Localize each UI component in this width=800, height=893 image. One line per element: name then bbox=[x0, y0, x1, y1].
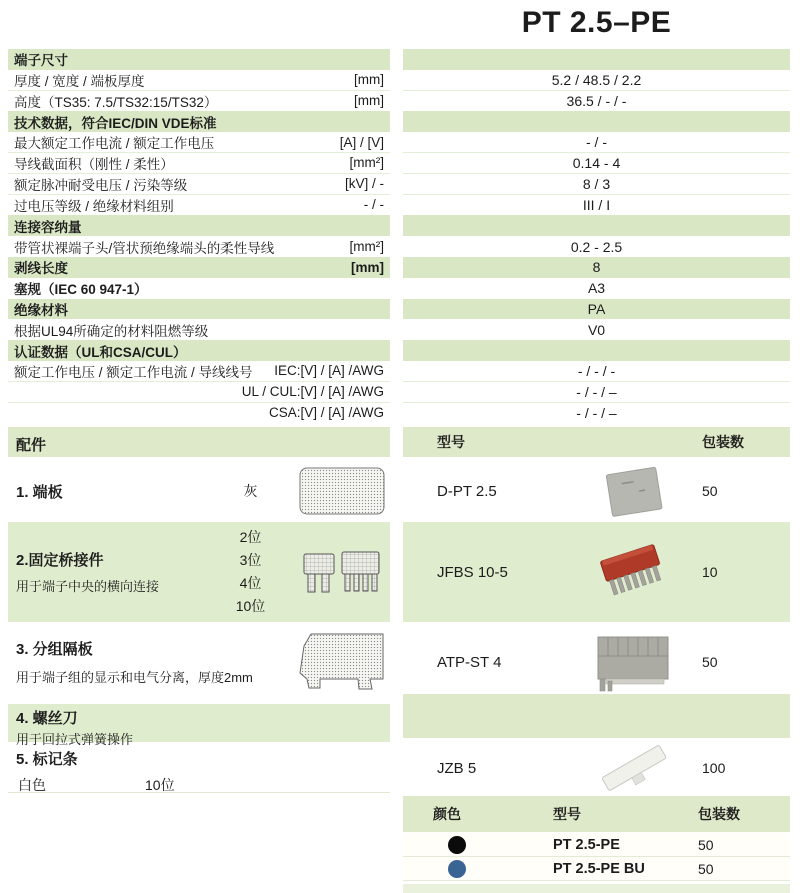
spec-value: 36.5 / - / - bbox=[566, 92, 627, 109]
accessories-section-header bbox=[8, 427, 390, 457]
accessory-order-screwdriver-blank bbox=[403, 694, 790, 738]
option-item: 2位 bbox=[239, 529, 262, 545]
spec-section-row bbox=[8, 49, 790, 70]
spec-label: 高度（TS35: 7.5/TS32:15/TS32） bbox=[14, 94, 218, 110]
spec-value bbox=[403, 215, 790, 236]
spec-unit: [mm²] bbox=[349, 155, 384, 171]
spec-row bbox=[8, 403, 790, 424]
spec-label: 根据UL94所确定的材料阻燃等级 bbox=[14, 323, 209, 339]
spec-unit: [mm] bbox=[354, 72, 384, 88]
spec-label: 剥线长度 bbox=[14, 261, 68, 277]
spec-value: - / - bbox=[403, 132, 790, 153]
accessory-desc: 用于端子中央的横向连接 bbox=[16, 579, 160, 594]
fixed-bridge-drawing-icon bbox=[293, 546, 390, 598]
accessory-name: 5. 标记条 bbox=[16, 751, 78, 768]
accessory-color: 白色 bbox=[18, 777, 46, 793]
spec-value: 0.2 - 2.5 bbox=[570, 238, 623, 255]
spec-label: 带管状裸端子头/管状预绝缘端头的柔性导线 bbox=[14, 240, 275, 256]
spec-row bbox=[8, 361, 790, 382]
spec-value bbox=[403, 340, 790, 361]
accessory-option: 10位 bbox=[145, 777, 175, 793]
spec-label: 绝缘材料 bbox=[14, 302, 68, 318]
spec-label: 导线截面积（刚性 / 柔性） bbox=[14, 156, 174, 172]
spec-unit: UL / CUL:[V] / [A] /AWG bbox=[241, 384, 384, 400]
col-model-label: 型号 bbox=[437, 434, 465, 450]
accessory-model: JZB 5 bbox=[437, 759, 477, 777]
accessory-model: ATP-ST 4 bbox=[437, 653, 502, 671]
spec-label: 塞规（IEC 60 947-1） bbox=[14, 282, 148, 298]
spec-unit: [A] / [V] bbox=[339, 134, 384, 150]
spec-row bbox=[8, 174, 790, 195]
accessory-model: JFBS 10-5 bbox=[437, 563, 508, 581]
accessory-order-marker bbox=[403, 742, 790, 794]
order-row-blue bbox=[403, 857, 790, 881]
col-pack-label: 包装数 bbox=[698, 806, 740, 822]
spec-value: 8 bbox=[403, 257, 790, 278]
accessory-pack-qty: 10 bbox=[702, 564, 718, 580]
spec-row bbox=[8, 70, 790, 91]
spec-label: 连接容纳量 bbox=[14, 219, 82, 235]
fixed-bridge-photo-icon bbox=[563, 535, 702, 609]
accessory-order-end-plate bbox=[403, 460, 790, 522]
accessory-item-marker bbox=[8, 745, 390, 793]
spec-section-row bbox=[8, 299, 790, 320]
accessory-item-fixed-bridge bbox=[8, 522, 390, 622]
order-model: PT 2.5-PE BU bbox=[553, 860, 645, 877]
accessory-desc: 用于回拉式弹簧操作 bbox=[16, 732, 134, 747]
col-model-label: 型号 bbox=[553, 806, 581, 822]
spec-section-row bbox=[8, 340, 790, 361]
col-color-label: 颜色 bbox=[433, 806, 461, 822]
spec-unit: CSA:[V] / [A] /AWG bbox=[268, 405, 384, 421]
end-plate-drawing-icon bbox=[293, 466, 390, 516]
spec-section-row bbox=[8, 111, 790, 132]
option-item: 4位 bbox=[239, 575, 262, 591]
spec-label: 技术数据，符合IEC/DIN VDE标准 bbox=[14, 115, 217, 131]
spec-value: A3 bbox=[587, 280, 606, 297]
spec-unit: - / - bbox=[363, 197, 384, 213]
spec-unit: IEC:[V] / [A] /AWG bbox=[274, 363, 384, 379]
spec-value: - / - / – bbox=[576, 404, 617, 421]
order-model: PT 2.5-PE bbox=[553, 836, 620, 853]
spec-label: 额定工作电压 / 额定工作电流 / 导线线号 bbox=[14, 364, 253, 380]
order-row-black bbox=[403, 833, 790, 857]
spec-label: 过电压等级 / 绝缘材料组别 bbox=[14, 198, 174, 214]
accessories-title: 配件 bbox=[16, 437, 47, 454]
spec-section-row bbox=[8, 257, 790, 278]
accessory-pack-qty: 100 bbox=[702, 760, 726, 776]
spec-unit: [mm] bbox=[351, 259, 384, 275]
accessory-item-partition bbox=[8, 622, 390, 702]
accessory-options bbox=[208, 526, 293, 618]
accessory-pack-qty: 50 bbox=[702, 654, 718, 670]
spec-value: - / - / – bbox=[403, 382, 790, 403]
accessory-item-end-plate bbox=[8, 460, 390, 522]
spec-value: 5.2 / 48.5 / 2.2 bbox=[403, 70, 790, 91]
accessory-order-fixed-bridge bbox=[403, 522, 790, 622]
accessory-name: 4. 螺丝刀 bbox=[16, 710, 78, 727]
accessory-model: D-PT 2.5 bbox=[437, 482, 497, 500]
option-item: 3位 bbox=[239, 552, 262, 568]
spec-row bbox=[8, 278, 790, 299]
spec-row bbox=[8, 153, 790, 174]
color-swatch-black bbox=[448, 836, 466, 854]
page-title: PT 2.5–PE bbox=[521, 6, 672, 39]
accessories-columns-header bbox=[403, 427, 790, 457]
spec-row bbox=[8, 132, 790, 153]
spec-label: 最大额定工作电流 / 额定工作电压 bbox=[14, 136, 215, 152]
spec-unit: [kV] / - bbox=[344, 176, 384, 192]
end-plate-photo-icon bbox=[563, 462, 702, 520]
accessory-pack-qty: 50 bbox=[702, 483, 718, 499]
spec-value bbox=[403, 49, 790, 70]
accessory-name: 3. 分组隔板 bbox=[16, 641, 93, 658]
spec-value: PA bbox=[403, 299, 790, 320]
color-swatch-blue bbox=[448, 860, 466, 878]
accessory-item-screwdriver bbox=[8, 704, 390, 747]
order-table-header bbox=[403, 796, 790, 832]
spec-value bbox=[403, 111, 790, 132]
spec-value: III / I bbox=[582, 196, 611, 213]
spec-row bbox=[8, 236, 790, 257]
spec-value: 8 / 3 bbox=[403, 174, 790, 195]
spec-value: 0.14 - 4 bbox=[403, 153, 790, 174]
spec-row bbox=[8, 382, 790, 403]
partition-photo-icon bbox=[563, 629, 702, 695]
accessory-desc: 用于端子组的显示和电气分离，厚度2mm bbox=[16, 670, 253, 685]
accessory-name: 1. 端板 bbox=[16, 483, 63, 501]
spec-section-row bbox=[8, 215, 790, 236]
spec-table bbox=[8, 49, 790, 423]
spec-label: 额定脉冲耐受电压 / 污染等级 bbox=[14, 177, 188, 193]
accessory-name: 2.固定桥接件 bbox=[16, 552, 104, 569]
spec-row bbox=[8, 319, 790, 340]
spec-unit: [mm] bbox=[354, 93, 384, 109]
spec-unit: [mm²] bbox=[349, 239, 384, 255]
marker-strip-photo-icon bbox=[563, 742, 702, 794]
option-item: 10位 bbox=[235, 598, 266, 614]
spec-value: V0 bbox=[587, 321, 606, 338]
order-pack-qty: 50 bbox=[698, 836, 714, 853]
spec-label: 认证数据（UL和CSA/CUL） bbox=[14, 344, 187, 360]
spec-row bbox=[8, 195, 790, 216]
spec-label: 端子尺寸 bbox=[14, 53, 68, 69]
partition-drawing-icon bbox=[290, 631, 390, 693]
spec-row bbox=[8, 91, 790, 112]
spec-label: 厚度 / 宽度 / 端板厚度 bbox=[14, 73, 145, 89]
accessory-color: 灰 bbox=[243, 483, 258, 499]
order-pack-qty: 50 bbox=[698, 860, 714, 877]
col-pack-label: 包装数 bbox=[702, 434, 744, 450]
spec-value: - / - / - bbox=[403, 361, 790, 382]
bottom-green-strip bbox=[403, 884, 790, 893]
accessory-order-partition bbox=[403, 622, 790, 702]
